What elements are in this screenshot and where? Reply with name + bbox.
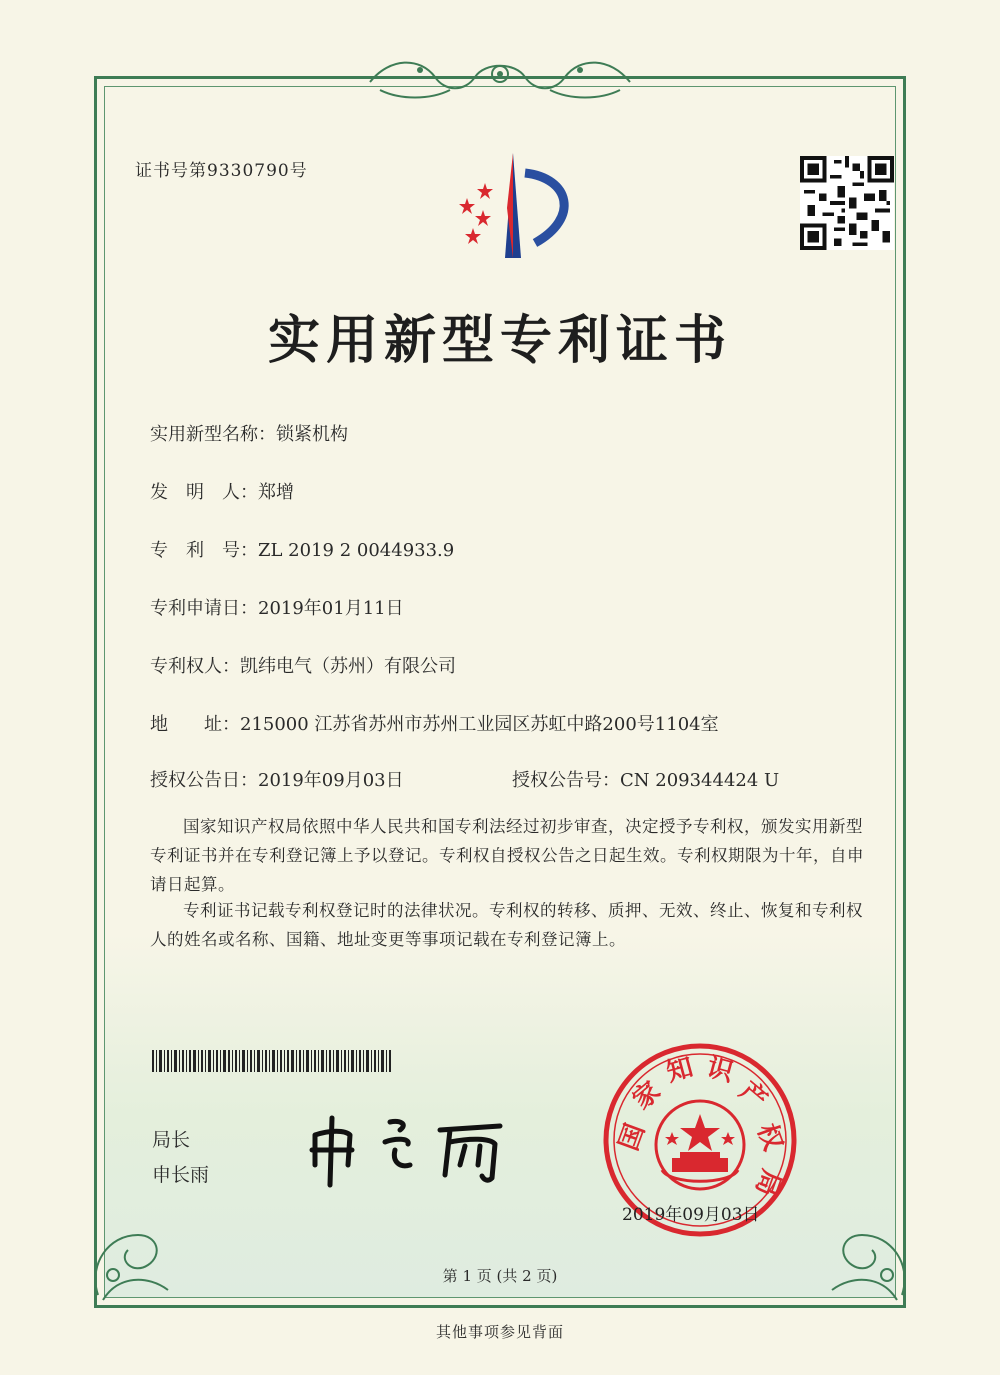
page-indicator: 第 1 页 (共 2 页): [442, 1267, 558, 1285]
bottom-left-ornament: [78, 1205, 188, 1305]
filing-date-label: 专利申请日：: [150, 598, 258, 619]
svg-text:知: 知: [663, 1052, 697, 1089]
patent-number-row: [150, 536, 454, 562]
patent-number-label: 专 利 号：: [150, 540, 258, 561]
svg-text:识: 识: [703, 1052, 737, 1089]
grant-number-row: [512, 766, 779, 792]
certificate-title: 实用新型专利证书: [267, 311, 732, 371]
patent-number-value: ZL 2019 2 0044933.9: [258, 540, 455, 561]
grant-date-row: [150, 766, 404, 792]
utility-model-name-label: 实用新型名称：: [150, 424, 276, 445]
inventor-value: 郑增: [258, 482, 294, 503]
address-row: [150, 710, 719, 736]
qr-code-icon: [800, 156, 894, 250]
utility-model-name-value: 锁紧机构: [276, 424, 348, 445]
bottom-right-ornament: [812, 1205, 922, 1305]
patentee-row: [150, 652, 456, 678]
footer-note: 其他事项参见背面: [435, 1323, 564, 1341]
svg-text:产: 产: [733, 1076, 773, 1116]
svg-text:国: 国: [613, 1119, 652, 1155]
director-name: 申长雨: [152, 1164, 210, 1186]
grant-date-label: 授权公告日：: [150, 770, 258, 791]
inventor-row: [150, 478, 294, 504]
director-title: 局长: [152, 1129, 191, 1151]
grant-date-value: 2019年09月03日: [258, 770, 404, 791]
patentee-label: 专利权人：: [150, 656, 240, 677]
barcode-icon: [152, 1050, 392, 1072]
certificate-number: 证书号第9330790号: [135, 161, 308, 181]
top-ornament: [360, 52, 640, 104]
grant-number-value: CN 209344424 U: [620, 770, 780, 791]
patentee-value: 凯纬电气（苏州）有限公司: [240, 656, 456, 677]
svg-text:局: 局: [748, 1165, 787, 1201]
filing-date-row: [150, 594, 404, 620]
cnipa-logo-icon: [445, 148, 585, 268]
seal-date: 2019年09月03日: [622, 1205, 760, 1225]
svg-text:权: 权: [750, 1119, 789, 1155]
address-label: 地 址：: [150, 714, 240, 735]
grant-number-label: 授权公告号：: [512, 770, 620, 791]
svg-text:家: 家: [627, 1076, 667, 1116]
filing-date-value: 2019年01月11日: [258, 598, 404, 619]
utility-model-name-row: [150, 420, 348, 446]
inventor-label: 发 明 人：: [150, 482, 258, 503]
address-value: 215000 江苏省苏州市苏州工业园区苏虹中路200号1104室: [240, 714, 719, 735]
body-paragraph-2: 专利证书记载专利权登记时的法律状况。专利权的转移、质押、无效、终止、恢复和专利权人的姓名或名称、国籍、地址变更等事项记载在专利登记簿上。: [150, 901, 863, 949]
body-paragraph-1: 国家知识产权局依照中华人民共和国专利法经过初步审查，决定授予专利权，颁发实用新型专利证书并在专利登记簿上予以登记。专利权自授权公告之日起生效。专利权期限为十年，自申请日起算。: [150, 817, 864, 894]
director-signature: [300, 1110, 520, 1190]
